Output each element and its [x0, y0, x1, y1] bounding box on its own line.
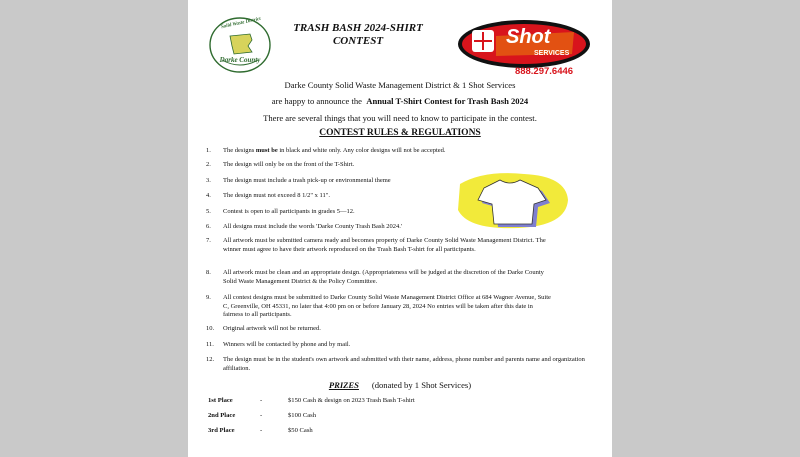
- title-line-2: CONTEST: [332, 35, 384, 47]
- darke-county-logo: [208, 16, 272, 74]
- prize-place: 2nd Place: [208, 412, 236, 419]
- page-title: [288, 22, 428, 48]
- rule-text: All designs must include the words 'Darke County Trash Bash 2024.': [223, 223, 403, 230]
- prizes-heading: PRIZES: [328, 380, 359, 390]
- rule-text: All artwork must be submitted camera ready and becomes property of Darke County Solid Waste Management District. The winner must agree to have their artwork reproduced on the Trash Bash T-shirt for all participants.: [223, 237, 546, 253]
- tshirt-icon: [454, 170, 572, 232]
- one-shot-services-logo: [456, 18, 592, 78]
- intro-line-2-bold: Annual T-Shirt Contest for Trash Bash 2024: [366, 96, 529, 106]
- prize-place: 1st Place: [208, 397, 233, 404]
- intro-line-3: There are several things that you will need to know to participate in the contest.: [263, 113, 537, 123]
- rule-number: 7.: [206, 237, 211, 244]
- prize-description: $150 Cash & design on 2023 Trash Bash T-shirt: [288, 397, 415, 404]
- prize-dash: -: [260, 397, 263, 404]
- rule-text: The designs must be in black and white only. Any color designs will not be accepted.: [223, 147, 446, 154]
- logo-text-top: Solid Waste District: [220, 16, 262, 31]
- rule-text: The design will only be on the front of the T-Shirt.: [223, 161, 355, 168]
- rule-number: 2.: [206, 161, 211, 168]
- flyer-page: [188, 0, 612, 457]
- rule-number: 6.: [206, 223, 211, 230]
- rule-number: 11.: [206, 341, 214, 348]
- rule-text: Original artwork will not be returned.: [223, 325, 321, 332]
- intro-line-1: Darke County Solid Waste Management District & 1 Shot Services: [284, 80, 516, 90]
- phone-number: 888.297.6446: [514, 66, 574, 77]
- rule-text: The design must include a trash pick-up or environmental theme: [223, 177, 391, 184]
- title-line-1: TRASH BASH 2024-SHIRT: [293, 22, 423, 34]
- prize-dash: -: [260, 412, 263, 419]
- rule-number: 8.: [206, 269, 211, 276]
- prizes-header: [208, 380, 592, 390]
- rules-heading: CONTEST RULES & REGULATIONS: [319, 128, 481, 138]
- rule-text: The design must be in the student's own artwork and submitted with their name, address, phone number and parents name and organization affiliation.: [223, 356, 585, 372]
- rule-number: 9.: [206, 294, 211, 301]
- prize-description: $100 Cash: [288, 412, 317, 419]
- rule-text: All contest designs must be submitted to Darke County Solid Waste Management District Office at 684 Wagner Avenue, Suite C, Greenville, OH 45331, no later that 4:00 pm on or before January 28, 2024 No entries will be taken after this date in fairness to all participants.: [223, 294, 551, 319]
- tshirt-graphic: [454, 170, 572, 232]
- logo-services-text: SERVICES: [534, 50, 570, 57]
- prizes-donor: (donated by 1 Shot Services): [371, 380, 472, 390]
- logo-text-bottom: Darke County: [219, 56, 261, 64]
- rule-number: 10.: [206, 325, 215, 332]
- rule-number: 3.: [206, 177, 211, 184]
- rule-text: Contest is open to all participants in grades 5—12.: [223, 208, 355, 215]
- rule-text: All artwork must be clean and an appropriate design. (Appropriateness will be judged at the discretion of the Darke County Solid Waste Management District & the Policy Committee.: [223, 269, 544, 285]
- prize-dash: -: [260, 427, 263, 434]
- rule-number: 1.: [206, 147, 211, 154]
- rule-text: The design must not exceed 8 1/2" x 11".: [223, 192, 331, 199]
- rule-number: 12.: [206, 356, 215, 363]
- rule-number: 5.: [206, 208, 211, 215]
- intro-line-2: [208, 96, 592, 107]
- rule-number: 4.: [206, 192, 211, 199]
- rule-text: Winners will be contacted by phone and by mail.: [223, 341, 351, 348]
- intro-line-2-prefix: are happy to announce the: [271, 96, 362, 106]
- logo-shot-text: Shot: [506, 26, 551, 48]
- prize-description: $50 Cash: [288, 427, 313, 434]
- prize-place: 3rd Place: [208, 427, 235, 434]
